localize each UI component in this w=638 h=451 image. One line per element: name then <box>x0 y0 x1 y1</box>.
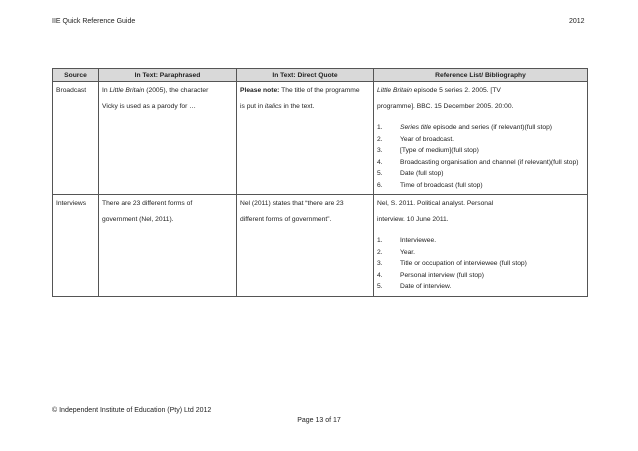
item-text: Personal interview (full stop) <box>400 271 484 279</box>
list-item <box>377 282 584 293</box>
text-span: In <box>102 87 110 94</box>
running-header-year: 2012 <box>569 18 585 25</box>
paraphrased-line: Vicky is used as a parody for … <box>102 103 196 110</box>
table-header-row <box>53 69 588 82</box>
running-header-title: IIE Quick Reference Guide <box>52 18 136 25</box>
italic-title: Little Britain <box>377 87 412 94</box>
reference-line: Nel, S. 2011. Political analyst. Personal <box>377 200 494 207</box>
quote-line: different forms of government”. <box>240 216 332 223</box>
list-item <box>377 146 584 157</box>
item-number: 3. <box>377 147 383 154</box>
item-number: 6. <box>377 181 383 189</box>
list-item <box>377 158 584 169</box>
paraphrased-line: government (Nel, 2011). <box>102 216 174 223</box>
text-span: in the text. <box>281 103 315 110</box>
list-item <box>377 259 584 270</box>
reference-steps-list <box>377 123 584 191</box>
item-number: 1. <box>377 124 383 131</box>
list-item <box>377 181 584 192</box>
direct-quote-cell <box>237 195 374 297</box>
list-item <box>377 169 584 180</box>
item-text: Date (full stop) <box>400 170 444 177</box>
note-label: Please note: <box>240 87 280 94</box>
reference-line: programme]. BBC. 15 December 2005. 20:00. <box>377 103 514 110</box>
item-text: Year of broadcast. <box>400 135 455 143</box>
item-number: 1. <box>377 237 383 244</box>
paraphrased-line: There are 23 different forms of <box>102 200 193 207</box>
direct-quote-cell <box>237 82 374 195</box>
list-item <box>377 271 584 282</box>
reference-cell <box>374 82 588 195</box>
item-text: Interviewee. <box>400 237 437 244</box>
spacer <box>377 228 584 235</box>
text-span: The title of the programme <box>279 87 360 94</box>
item-number: 2. <box>377 135 383 143</box>
text-span: episode 5 series 2. 2005. [TV <box>411 87 501 94</box>
reference-line <box>377 83 584 99</box>
item-number: 5. <box>377 170 383 177</box>
header-paraphrased: In Text: Paraphrased <box>99 69 237 82</box>
list-item <box>377 135 584 146</box>
list-item <box>377 248 584 259</box>
item-text <box>400 123 584 134</box>
page-number: Page 13 of 17 <box>297 417 341 424</box>
item-text: Time of broadcast (full stop) <box>400 181 483 189</box>
table-row-broadcast <box>53 82 588 195</box>
text-span: is put in <box>240 103 265 110</box>
quote-line <box>240 99 370 115</box>
item-text: Date of interview. <box>400 283 452 290</box>
header-reference-list: Reference List/ Bibliography <box>374 69 588 82</box>
item-text: Broadcasting organisation and channel (if relevant)(full stop) <box>400 158 579 166</box>
quote-line: Nel (2011) states that “there are 23 <box>240 200 344 207</box>
quote-line <box>240 83 370 99</box>
reference-line: interview. 10 June 2011. <box>377 216 449 223</box>
item-number: 5. <box>377 283 383 290</box>
item-number: 4. <box>377 158 383 166</box>
reference-table <box>52 68 588 297</box>
reference-cell <box>374 195 588 297</box>
paraphrased-cell <box>99 82 237 195</box>
italic-title: Little Britain <box>109 87 145 94</box>
paraphrased-line <box>102 83 233 99</box>
text-span: (2005), the character <box>144 87 209 94</box>
item-number: 4. <box>377 271 383 279</box>
header-source: Source <box>53 69 99 82</box>
spacer <box>377 115 584 122</box>
italic-word: italics <box>264 103 282 110</box>
item-text: Year. <box>400 248 415 256</box>
list-item <box>377 123 584 134</box>
item-number: 3. <box>377 260 383 267</box>
text-span: episode and series (if relevant)(full stop) <box>431 124 553 131</box>
footer-copyright: © Independent Institute of Education (Pty) Ltd 2012 <box>52 407 212 414</box>
header-direct-quote: In Text: Direct Quote <box>237 69 374 82</box>
source-cell: Interviews <box>53 195 99 297</box>
list-item <box>377 236 584 247</box>
item-text: Title or occupation of interviewee (full stop) <box>400 260 527 267</box>
table-row-interviews <box>53 195 588 297</box>
reference-steps-list <box>377 236 584 293</box>
paraphrased-cell <box>99 195 237 297</box>
item-text: [Type of medium](full stop) <box>400 147 479 154</box>
source-cell: Broadcast <box>53 82 99 195</box>
italic-term: Series title <box>400 124 432 131</box>
item-number: 2. <box>377 248 383 256</box>
